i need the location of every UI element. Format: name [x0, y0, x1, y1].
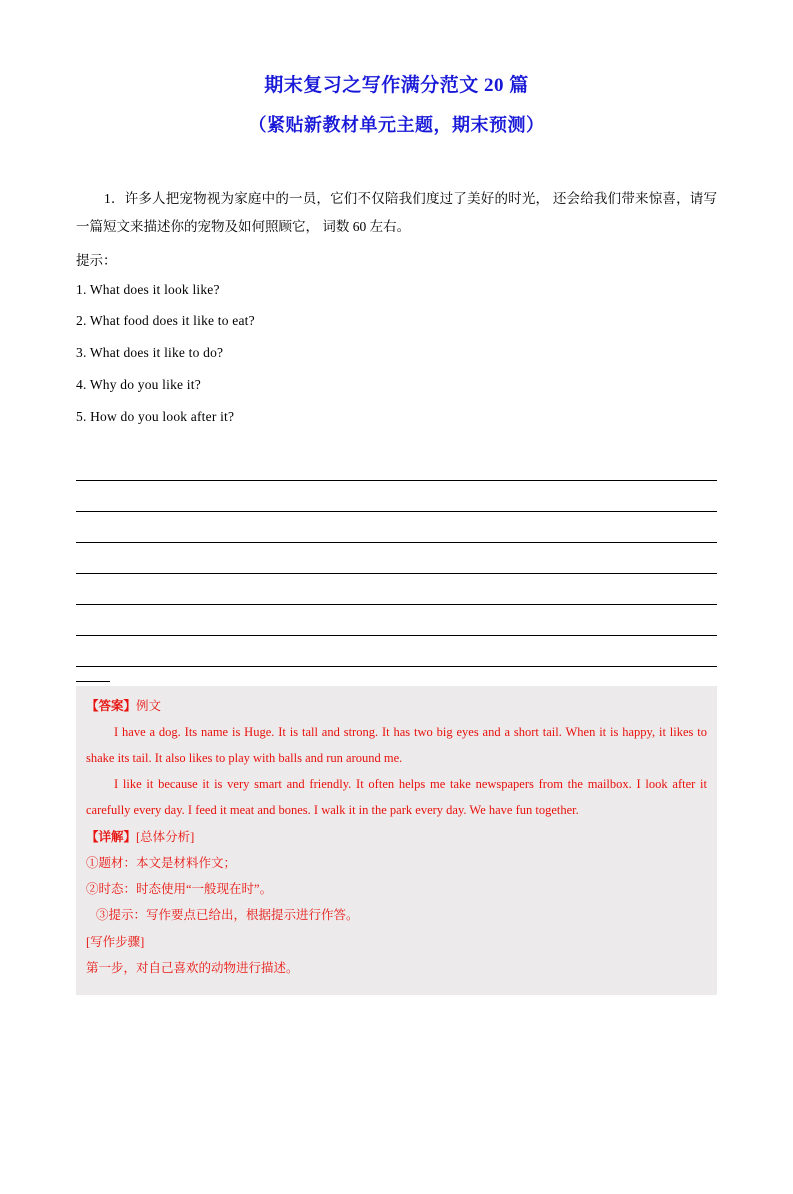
answer-line — [76, 574, 717, 605]
question-block — [76, 185, 717, 432]
hint-item-4: 4. Why do you like it? — [76, 376, 201, 392]
step-item-1: 第一步，对自己喜欢的动物进行描述。 — [86, 960, 299, 975]
answer-header-bold: 【答案】 — [86, 699, 137, 714]
answer-line — [76, 512, 717, 543]
explain-header-plain: [总体分析] — [136, 829, 195, 844]
explain-item-1: ①题材：本文是材料作文； — [86, 855, 237, 870]
answer-line — [76, 481, 717, 512]
answer-paragraph-2: I like it because it is very smart and friendly. It often helps me take newspapers from the mailbox. I look after it carefully every day. I feed it meat and bones. I walk it in the park every day. We have fun together. — [86, 777, 707, 818]
explain-header-bold: 【详解】 — [86, 829, 137, 844]
answer-key-box — [76, 686, 717, 995]
question-prompt: 1．许多人把宠物视为家庭中的一员，它们不仅陪我们度过了美好的时光， 还会给我们带来惊喜，请写一篇短文来描述你的宠物及如何照顾它， 词数 60 左右。 — [76, 191, 717, 234]
answer-line — [76, 543, 717, 574]
short-rule — [76, 667, 110, 682]
title-block — [76, 72, 717, 139]
answer-writing-lines — [76, 450, 717, 682]
hint-item-1: 1. What does it look like? — [76, 281, 220, 297]
answer-paragraph-1: I have a dog. Its name is Huge. It is tall and strong. It has two big eyes and a short tail. When it is happy, it likes to shake its tail. It also likes to play with balls and run around me. — [86, 724, 707, 765]
answer-header — [86, 694, 707, 718]
steps-label: [写作步骤] — [86, 934, 145, 949]
page-title: 期末复习之写作满分范文 20 篇 — [264, 75, 529, 96]
answer-header-plain: 例文 — [136, 699, 162, 714]
hint-item-2: 2. What food does it like to eat? — [76, 313, 255, 329]
document-page — [0, 72, 793, 1194]
page-subtitle: （紧贴新教材单元主题，期末预测） — [248, 114, 545, 135]
answer-line — [76, 636, 717, 667]
explain-item-3: ③提示：写作要点已给出，根据提示进行作答。 — [96, 908, 359, 923]
explain-header — [86, 824, 707, 850]
answer-line — [76, 605, 717, 636]
hint-item-3: 3. What does it like to do? — [76, 345, 224, 361]
answer-line — [76, 450, 717, 481]
explain-item-2: ②时态：时态使用“一般现在时”。 — [86, 882, 273, 897]
hint-item-5: 5. How do you look after it? — [76, 408, 235, 424]
hint-label: 提示： — [76, 252, 117, 268]
